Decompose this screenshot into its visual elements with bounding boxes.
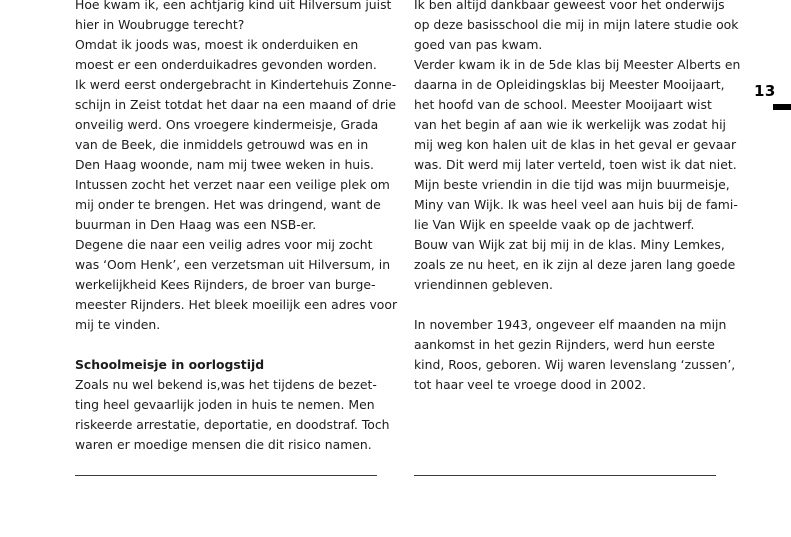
text-line: Hoe kwam ik, een achtjarig kind uit Hilversum juist xyxy=(75,0,392,12)
paragraph xyxy=(75,235,398,335)
text-line: was ‘Oom Henk’, een verzetsman uit Hilversum, in xyxy=(75,257,391,272)
text-line: was. Dit werd mij later verteld, toen wist ik dat niet. xyxy=(414,157,737,172)
text-line: Intussen zocht het verzet naar een veilige plek om xyxy=(75,177,390,192)
text-line: Mijn beste vriendin in die tijd was mijn buurmeisje, xyxy=(414,177,730,192)
text-line: buurman in Den Haag was een NSB-er. xyxy=(75,217,317,232)
text-line: goed van pas kwam. xyxy=(414,37,543,52)
text-line: riskeerde arrestatie, deportatie, en doodstraf. Toch xyxy=(75,417,390,432)
left-column xyxy=(75,0,398,455)
right-column xyxy=(414,0,741,395)
paragraph xyxy=(75,35,385,75)
page-marker-bar xyxy=(773,104,791,110)
text-line: op deze basisschool die mij in mijn latere studie ook xyxy=(414,17,739,32)
text-line: mij onder te brengen. Het was dringend, want de xyxy=(75,197,381,212)
text-line: ting heel gevaarlijk joden in huis te nemen. Men xyxy=(75,397,375,412)
paragraph xyxy=(414,55,741,175)
text-line: Ik werd eerst ondergebracht in Kindertehuis Zonne- xyxy=(75,77,397,92)
text-line: Verder kwam ik in de 5de klas bij Meester Alberts en xyxy=(414,57,741,72)
paragraph-spacer xyxy=(414,295,726,315)
text-line: moest er een onderduikadres gevonden worden. xyxy=(75,57,377,72)
footnote-divider-left xyxy=(75,475,377,476)
text-line: vriendinnen gebleven. xyxy=(414,277,553,292)
text-line: het hoofd van de school. Meester Mooijaart wist xyxy=(414,97,712,112)
paragraph xyxy=(75,375,390,455)
text-line: van het begin af aan wie ik werkelijk was zodat hij xyxy=(414,117,726,132)
text-line: In november 1943, ongeveer elf maanden na mijn xyxy=(414,317,727,332)
text-line: aankomst in het gezin Rijnders, werd hun eerste xyxy=(414,337,715,352)
text-line: tot haar veel te vroege dood in 2002. xyxy=(414,377,647,392)
text-line: kind, Roos, geboren. Wij waren levenslang ‘zussen’, xyxy=(414,357,736,372)
text-line: hier in Woubrugge terecht? xyxy=(75,17,245,32)
paragraph xyxy=(414,0,739,55)
text-line: meester Rijnders. Het bleek moeilijk een adres voor xyxy=(75,297,398,312)
paragraph xyxy=(414,315,736,395)
paragraph xyxy=(75,175,390,235)
text-line: schijn in Zeist totdat het daar na een maand of drie xyxy=(75,97,396,112)
text-line: Miny van Wijk. Ik was heel veel aan huis bij de fami- xyxy=(414,197,738,212)
text-line: mij te vinden. xyxy=(75,317,161,332)
text-line: Ik ben altijd dankbaar geweest voor het onderwijs xyxy=(414,0,725,12)
paragraph xyxy=(75,0,392,35)
text-line: Zoals nu wel bekend is,was het tijdens de bezet- xyxy=(75,377,377,392)
text-line: onveilig werd. Ons vroegere kindermeisje, Grada xyxy=(75,117,379,132)
text-line: waren er moedige mensen die dit risico namen. xyxy=(75,437,372,452)
text-line: lie Van Wijk en speelde vaak op de jachtwerf. xyxy=(414,217,695,232)
text-line: Degene die naar een veilig adres voor mij zocht xyxy=(75,237,373,252)
paragraph xyxy=(75,75,397,175)
text-line: Omdat ik joods was, moest ik onderduiken en xyxy=(75,37,359,52)
text-line: van de Beek, die inmiddels getrouwd was en in xyxy=(75,137,369,152)
text-line: zoals ze nu heet, en ik zijn al deze jaren lang goede xyxy=(414,257,736,272)
section-heading: Schoolmeisje in oorlogstijd xyxy=(75,357,265,372)
text-line: Den Haag woonde, nam mij twee weken in huis. xyxy=(75,157,374,172)
text-line: daarna in de Opleidingsklas bij Meester Mooijaart, xyxy=(414,77,725,92)
page-number: 13 xyxy=(754,82,776,100)
footnote-divider-right xyxy=(414,475,716,476)
text-line: Bouw van Wijk zat bij mij in de klas. Miny Lemkes, xyxy=(414,237,725,252)
paragraph-spacer xyxy=(75,335,385,355)
paragraph xyxy=(414,175,738,295)
text-line: mij weg kon halen uit de klas in het geval er gevaar xyxy=(414,137,737,152)
text-line: werkelijkheid Kees Rijnders, de broer van burge- xyxy=(75,277,376,292)
